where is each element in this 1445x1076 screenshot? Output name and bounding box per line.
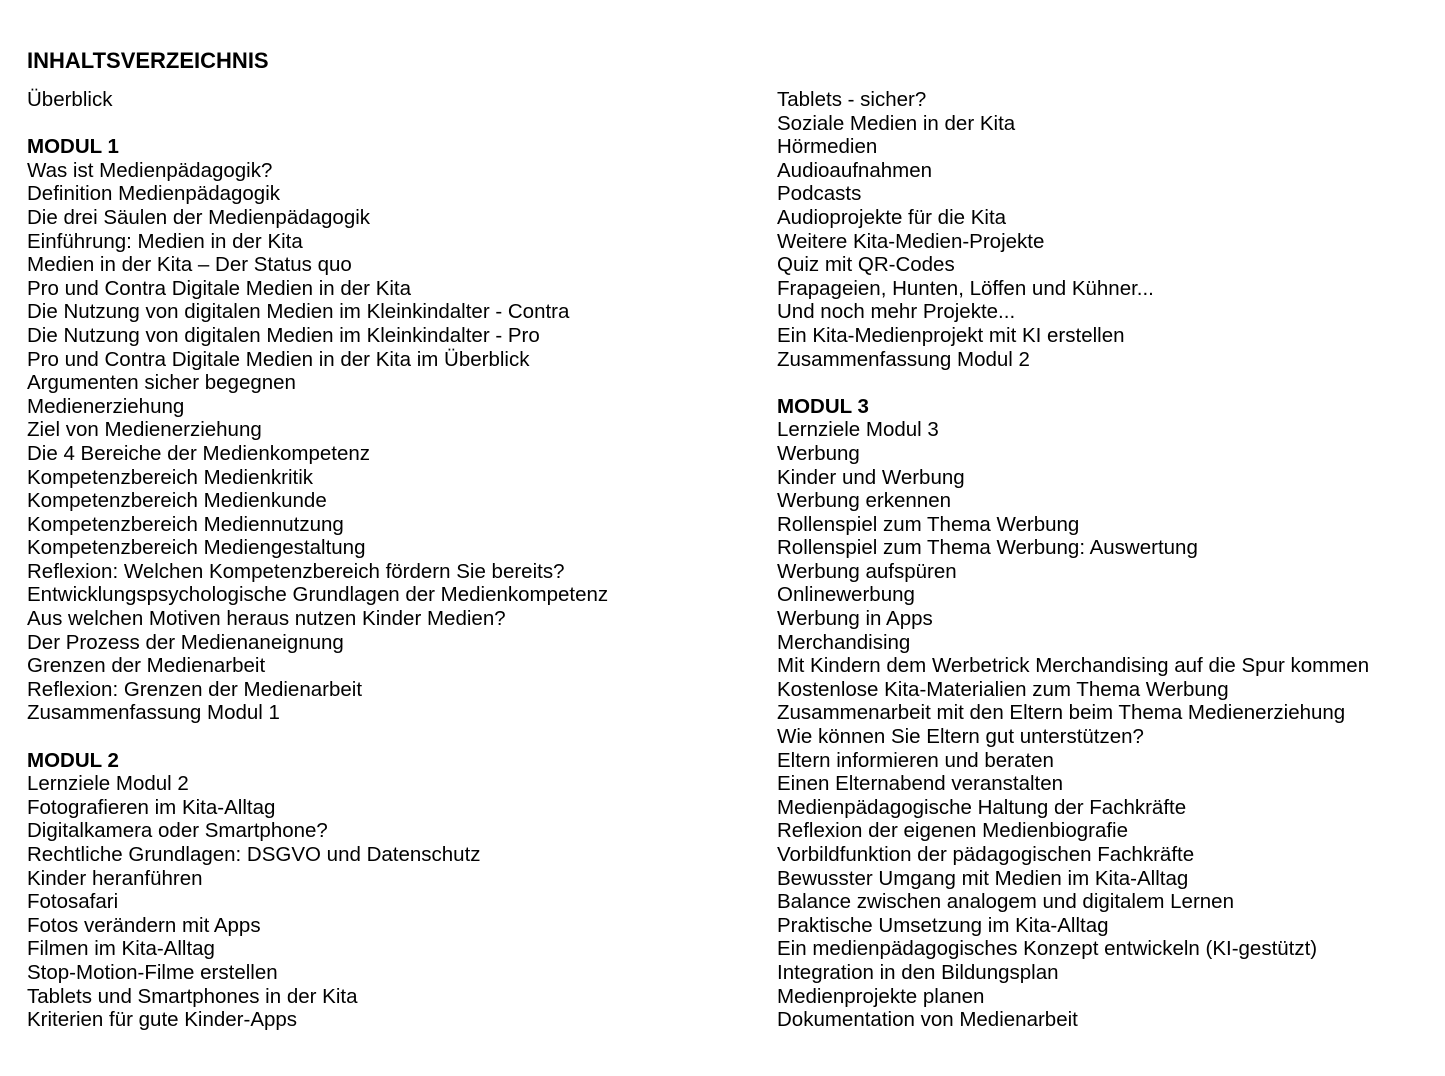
- section-spacer: [27, 112, 608, 136]
- toc-entry: Und noch mehr Projekte...: [777, 300, 1016, 324]
- toc-entry: Die 4 Bereiche der Medienkompetenz: [27, 441, 370, 465]
- toc-entry: Frapageien, Hunten, Löffen und Kühner...: [777, 276, 1154, 300]
- toc-entry: Aus welchen Motiven heraus nutzen Kinder Medien?: [27, 607, 506, 631]
- toc-entry: Reflexion: Welchen Kompetenzbereich fördern Sie bereits?: [27, 559, 565, 583]
- toc-entry: Ein medienpädagogisches Konzept entwickeln (KI-gestützt): [777, 937, 1318, 961]
- toc-entry: Werbung in Apps: [777, 607, 933, 631]
- toc-entry: Lernziele Modul 2: [27, 772, 189, 796]
- toc-entry: Kompetenzbereich Medienkunde: [27, 489, 327, 513]
- section-heading-modul-3: MODUL 3: [777, 394, 869, 418]
- toc-entry: Quiz mit QR-Codes: [777, 253, 955, 277]
- modul-1-entries: [27, 159, 608, 725]
- section-spacer: [27, 725, 608, 749]
- toc-entry: Weitere Kita-Medien-Projekte: [777, 229, 1045, 253]
- modul-2-entries: [27, 772, 608, 1032]
- toc-entry: Rollenspiel zum Thema Werbung: Auswertung: [777, 536, 1198, 560]
- toc-entry: Mit Kindern dem Werbetrick Merchandising auf die Spur kommen: [777, 654, 1370, 678]
- toc-entry: Vorbildfunktion der pädagogischen Fachkräfte: [777, 843, 1195, 866]
- toc-entry: Integration in den Bildungsplan: [777, 960, 1059, 984]
- toc-entry: Definition Medienpädagogik: [27, 182, 281, 206]
- toc-entry: Digitalkamera oder Smartphone?: [27, 819, 328, 843]
- toc-entry: Audioaufnahmen: [777, 158, 933, 182]
- toc-entry: Medienerziehung: [27, 394, 185, 418]
- toc-title: INHALTSVERZEICHNIS: [27, 48, 269, 73]
- toc-entry: Medien in der Kita – Der Status quo: [27, 253, 352, 277]
- toc-entry: Werbung erkennen: [777, 489, 951, 513]
- toc-entry: Die Nutzung von digitalen Medien im Kleinkindalter - Pro: [27, 323, 540, 347]
- toc-entry: Zusammenfassung Modul 1: [27, 701, 280, 725]
- toc-entry: Kinder heranführen: [27, 866, 203, 890]
- toc-entry: Onlinewerbung: [777, 583, 915, 607]
- toc-entry: Praktische Umsetzung im Kita-Alltag: [777, 913, 1109, 937]
- toc-entry: Rollenspiel zum Thema Werbung: [777, 512, 1080, 536]
- toc-entry: Kompetenzbereich Mediennutzung: [27, 512, 344, 536]
- toc-entry: Grenzen der Medienarbeit: [27, 654, 266, 678]
- toc-entry: Werbung aufspüren: [777, 559, 957, 583]
- toc-entry: Reflexion: Grenzen der Medienarbeit: [27, 677, 363, 701]
- toc-entry: Fotografieren im Kita-Alltag: [27, 795, 276, 819]
- toc-entry: Wie können Sie Eltern gut unterstützen?: [777, 725, 1144, 749]
- toc-entry: Stop-Motion-Filme erstellen: [27, 960, 278, 984]
- toc-entry: Reflexion der eigenen Medienbiografie: [777, 819, 1129, 843]
- toc-entry: Zusammenfassung Modul 2: [777, 347, 1030, 371]
- toc-entry: Kompetenzbereich Medienkritik: [27, 465, 313, 489]
- toc-entry: Audioprojekte für die Kita: [777, 205, 1007, 229]
- modul-2-continued-entries: [777, 88, 1369, 371]
- toc-entry: Balance zwischen analogem und digitalem Lernen: [777, 890, 1234, 914]
- toc-entry: Pro und Contra Digitale Medien in der Kita: [27, 276, 412, 300]
- toc-entry: Pro und Contra Digitale Medien in der Kita im Überblick: [27, 347, 530, 371]
- toc-entry: Ziel von Medienerziehung: [27, 418, 262, 442]
- toc-entry: Fotosafari: [27, 890, 119, 914]
- toc-entry: Merchandising: [777, 630, 911, 654]
- toc-entry-overview: Überblick: [27, 88, 113, 111]
- modul-3-entries: [777, 418, 1369, 1031]
- section-spacer: [777, 371, 1369, 395]
- toc-entry: Filmen im Kita-Alltag: [27, 937, 215, 961]
- toc-entry: Bewusster Umgang mit Medien im Kita-Alltag: [777, 866, 1189, 890]
- toc-entry: Kostenlose Kita-Materialien zum Thema Werbung: [777, 677, 1229, 701]
- toc-entry: Kinder und Werbung: [777, 465, 965, 489]
- toc-entry: Podcasts: [777, 182, 862, 206]
- toc-entry: Der Prozess der Medienaneignung: [27, 630, 344, 654]
- toc-entry: Werbung: [777, 441, 860, 465]
- toc-entry: Dokumentation von Medienarbeit: [777, 1008, 1078, 1032]
- toc-entry: Einen Elternabend veranstalten: [777, 772, 1064, 796]
- toc-entry: Argumenten sicher begegnen: [27, 371, 296, 395]
- toc-entry: Tablets - sicher?: [777, 88, 927, 111]
- toc-entry: Hörmedien: [777, 135, 878, 159]
- toc-entry: Tablets und Smartphones in der Kita: [27, 984, 358, 1008]
- toc-entry: Entwicklungspsychologische Grundlagen der Medienkompetenz: [27, 583, 609, 607]
- toc-entry: Medienprojekte planen: [777, 984, 985, 1008]
- toc-entry: Fotos verändern mit Apps: [27, 913, 261, 937]
- toc-entry: Rechtliche Grundlagen: DSGVO und Datenschutz: [27, 843, 481, 866]
- toc-entry: Eltern informieren und beraten: [777, 748, 1054, 772]
- section-heading-modul-1: MODUL 1: [27, 135, 119, 159]
- toc-entry: Die drei Säulen der Medienpädagogik: [27, 205, 371, 229]
- toc-entry: Medienpädagogische Haltung der Fachkräfte: [777, 795, 1187, 819]
- toc-entry: Die Nutzung von digitalen Medien im Kleinkindalter - Contra: [27, 300, 570, 324]
- toc-entry: Was ist Medienpädagogik?: [27, 158, 273, 182]
- section-heading-modul-2: MODUL 2: [27, 748, 119, 772]
- toc-entry: Lernziele Modul 3: [777, 418, 939, 442]
- toc-entry: Kriterien für gute Kinder-Apps: [27, 1008, 298, 1032]
- toc-entry: Soziale Medien in der Kita: [777, 111, 1016, 135]
- toc-entry: Kompetenzbereich Mediengestaltung: [27, 536, 366, 560]
- toc-entry: Ein Kita-Medienprojekt mit KI erstellen: [777, 323, 1125, 347]
- toc-left-column: [27, 88, 608, 1032]
- toc-right-column: [777, 88, 1369, 1032]
- toc-entry: Zusammenarbeit mit den Eltern beim Thema Medienerziehung: [777, 701, 1346, 725]
- toc-entry: Einführung: Medien in der Kita: [27, 229, 303, 253]
